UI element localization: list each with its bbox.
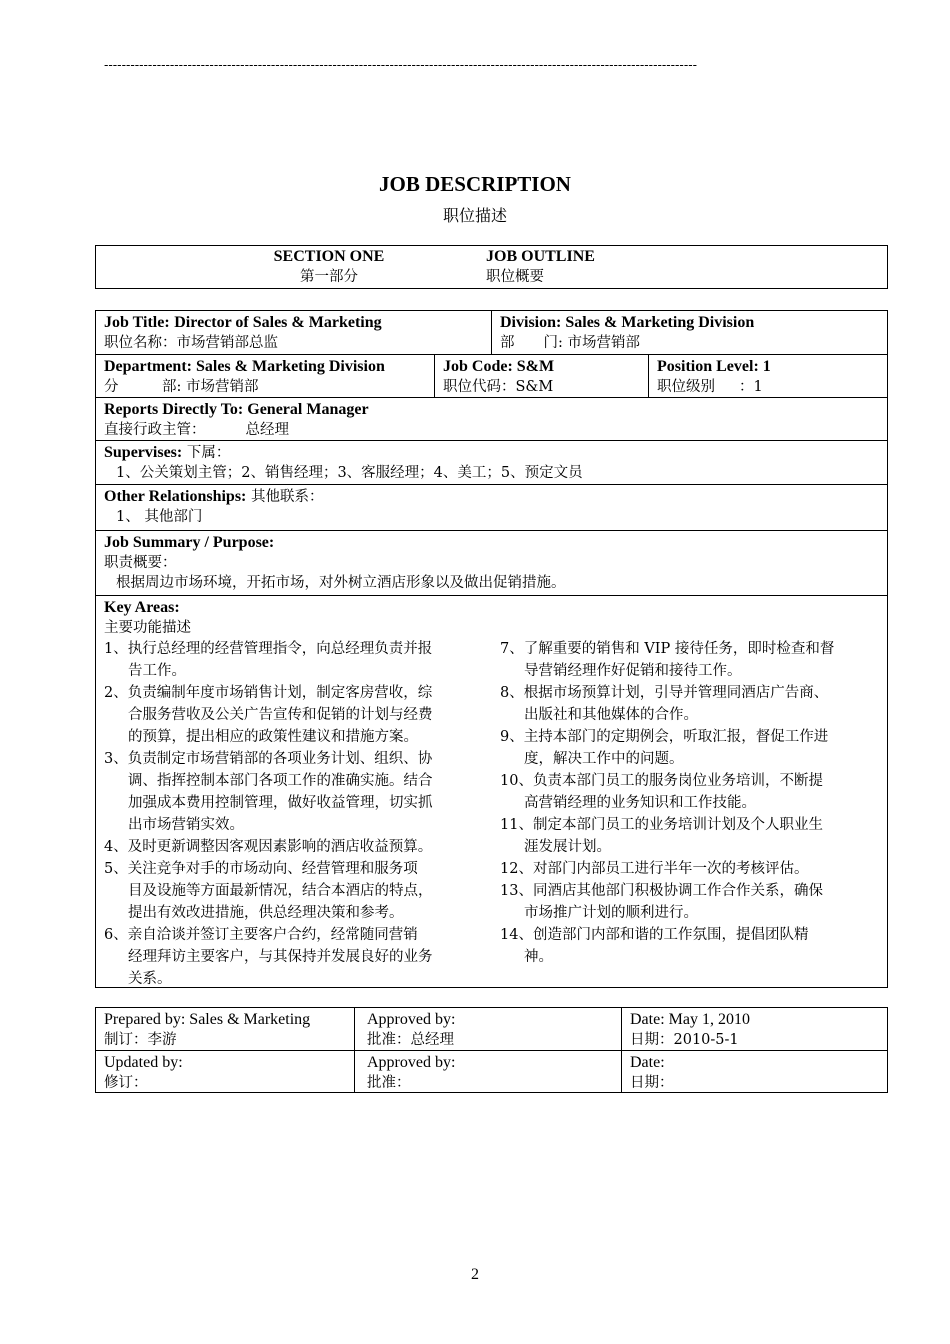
division-cn-label: 部 门: [500,335,563,351]
other-relationships-label: Other Relationships: [104,488,247,505]
key-area-item-continuation: 市场推广计划的顺利进行。 [524,905,698,921]
prepared-by-label: Prepared by: Sales & Marketing [104,1011,311,1028]
key-area-item [104,748,496,836]
updated-by-label: Updated by: [104,1054,183,1071]
key-areas-cn-label: 主要功能描述 [104,620,191,636]
key-area-item [104,836,496,858]
key-area-item [500,638,884,682]
reports-to-cn-label: 直接行政主管： [104,422,206,438]
key-area-item-continuation: 关系。 [128,971,172,987]
key-area-item-continuation: 合服务营收及公关广告宣传和促销的计划与经费 [128,707,433,723]
job-code-cn: 职位代码：S&M [443,379,554,395]
section-header-box [95,245,888,289]
division-label: Division: Sales & Marketing Division [500,314,755,331]
key-area-item-continuation: 涯发展计划。 [524,839,611,855]
key-areas-left-column [104,638,496,990]
key-area-item-continuation: 神。 [524,949,553,965]
key-area-item [500,682,884,726]
department-cn-label: 分 部: [104,379,182,395]
header-rule: --------------------------------------------------------------------------------------------------------------------------------------- [104,58,697,73]
date-label-2: Date: [630,1054,665,1071]
job-title-cn: 职位名称：市场营销部总监 [104,335,278,351]
key-area-item-text: 1、执行总经理的经营管理指令，向总经理负责并报 [104,641,433,657]
reports-to-cell [96,398,887,441]
key-area-item [104,682,496,748]
date-cn-2: 日期： [630,1075,674,1091]
reports-to-cn-value: 总经理 [245,422,289,438]
key-area-item-text: 6、亲自洽谈并签订主要客户合约，经常随同营销 [104,927,418,943]
department-cn-value: 市场营销部 [186,379,259,395]
key-area-item-continuation: 出版社和其他媒体的合作。 [524,707,698,723]
key-area-item [500,924,884,968]
position-level-cn-value: ：1 [739,379,763,395]
key-area-item-text: 13、同酒店其他部门积极协调工作合作关系，确保 [500,883,823,899]
key-area-item-continuation: 高营销经理的业务知识和工作技能。 [524,795,756,811]
key-area-item-continuation: 调、指挥控制本部门各项工作的准确实施。结合 [128,773,433,789]
department-cell [96,355,434,398]
job-title-value: Director of Sales & Marketing [174,314,382,331]
key-area-item-continuation: 度，解决工作中的问题。 [524,751,684,767]
updated-by-cell [96,1051,354,1093]
section-name-cn: 职位概要 [486,269,544,285]
other-relationships-cn-label: 其他联系： [251,489,324,505]
key-area-item-continuation: 的预算，提出相应的政策性建议和措施方案。 [128,729,418,745]
key-area-item-text: 5、关注竞争对手的市场动向、经营管理和服务项 [104,861,418,877]
key-area-item [104,638,496,682]
key-area-item-continuation: 出市场营销实效。 [128,817,244,833]
prepared-by-cell [96,1008,354,1050]
supervises-cn-label: 下属： [186,445,231,461]
page-number: 2 [471,1266,479,1283]
supervises-label: Supervises: [104,444,183,461]
key-areas-box [95,595,888,988]
key-area-item-text: 2、负责编制年度市场销售计划，制定客房营收，综 [104,685,433,701]
key-area-item-continuation: 告工作。 [128,663,186,679]
key-area-item [500,726,884,770]
supervises-list: 1、公关策划主管；2、销售经理；3、客服经理；4、美工；5、预定文员 [116,465,583,481]
department-label: Department: Sales & Marketing Division [104,358,385,375]
section-label-cn: 第一部分 [300,269,358,285]
job-summary-text: 根据周边市场环境，开拓市场，对外树立酒店形象以及做出促销措施。 [116,575,566,591]
job-summary-cell [96,531,887,595]
supervises-cell [96,441,887,484]
key-area-item [500,858,884,880]
approved-by-label-1: Approved by: [367,1011,456,1028]
key-area-item [500,880,884,924]
other-relationships-list: 1、 其他部门 [116,509,203,525]
document-title: JOB DESCRIPTION [379,172,571,196]
key-area-item-continuation: 导营销经理作好促销和接待工作。 [524,663,742,679]
job-outline-table [95,310,888,596]
position-level-cn-label: 职位级别 [657,379,715,395]
job-title-label: Job Title: [104,314,170,331]
job-code-cell [435,355,648,398]
job-summary-cn-label: 职责概要： [104,555,177,571]
prepared-by-cn: 制订：李游 [104,1032,177,1048]
job-title-cell [96,311,491,354]
key-area-item-text: 4、及时更新调整因客观因素影响的酒店收益预算。 [104,839,433,855]
division-cell [492,311,887,354]
section-name-en: JOB OUTLINE [486,248,595,265]
approved-by-cell-1 [359,1008,621,1050]
key-area-item-text: 10、负责本部门员工的服务岗位业务培训，不断提 [500,773,823,789]
key-area-item [500,814,884,858]
division-cn-value: 市场营销部 [567,335,640,351]
job-summary-label: Job Summary / Purpose: [104,534,275,551]
key-area-item-text: 9、主持本部门的定期例会，听取汇报，督促工作进 [500,729,829,745]
approved-by-cn-2: 批准： [367,1075,411,1091]
approved-by-cell-2 [359,1051,621,1093]
section-label-en: SECTION ONE [273,248,385,265]
date-label-1: Date: May 1, 2010 [630,1011,750,1028]
job-code-label: Job Code: S&M [443,358,555,375]
document-subtitle: 职位描述 [442,206,507,225]
date-cell-2 [622,1051,887,1093]
reports-to-label: Reports Directly To: General Manager [104,401,369,418]
key-areas-label: Key Areas: [104,599,180,616]
key-area-item-text: 3、负责制定市场营销部的各项业务计划、组织、协 [104,751,433,767]
position-level-cell [649,355,887,398]
key-area-item-continuation: 加强成本费用控制管理，做好收益管理，切实抓 [128,795,433,811]
updated-by-cn: 修订： [104,1075,148,1091]
signoff-table [95,1007,888,1093]
date-cell-1 [622,1008,887,1050]
key-area-item-continuation: 提出有效改进措施，供总经理决策和参考。 [128,905,404,921]
position-level-label: Position Level: 1 [657,358,771,375]
key-area-item-continuation: 经理拜访主要客户，与其保持并发展良好的业务 [128,949,433,965]
key-area-item [104,858,496,924]
key-area-item [500,770,884,814]
approved-by-label-2: Approved by: [367,1054,456,1071]
key-area-item-text: 8、根据市场预算计划，引导并管理同酒店广告商、 [500,685,829,701]
key-area-item-text: 14、创造部门内部和谐的工作氛围，提倡团队精 [500,927,809,943]
key-area-item-text: 12、对部门内部员工进行半年一次的考核评估。 [500,861,809,877]
date-cn-1: 日期：2010-5-1 [630,1032,739,1048]
key-area-item-text: 11、制定本部门员工的业务培训计划及个人职业生 [500,817,823,833]
other-relationships-cell [96,485,887,530]
approved-by-cn-1: 批准：总经理 [367,1032,454,1048]
key-area-item-continuation: 目及设施等方面最新情况，结合本酒店的特点， [128,883,433,899]
key-area-item-text: 7、了解重要的销售和 VIP 接待任务，即时检查和督 [500,641,835,657]
key-area-item [104,924,496,990]
key-areas-right-column [500,638,884,968]
